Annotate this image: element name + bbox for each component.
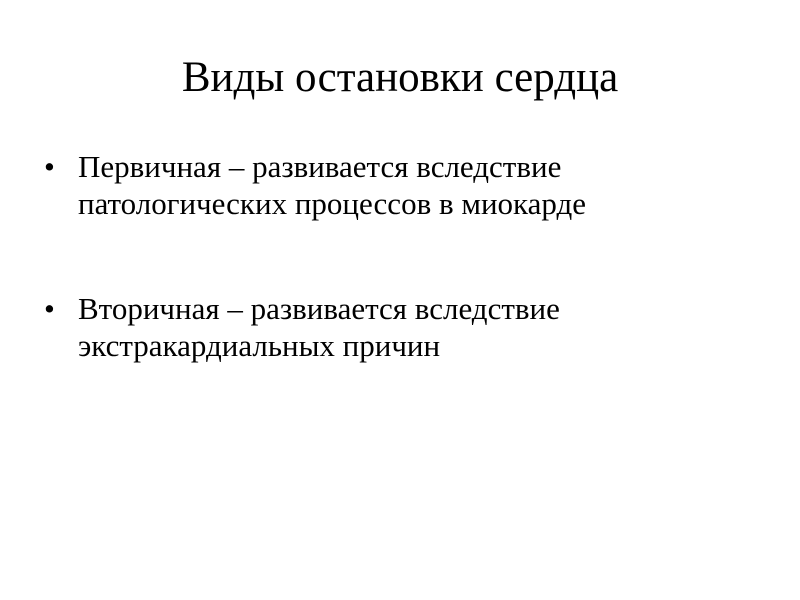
bullet-list [40,148,760,364]
bullet-text-primary: Первичная – развивается вследствие патологических процессов в миокарде [78,149,587,221]
bullet-text-secondary: Вторичная – развивается вследствие экстракардиальных причин [78,291,560,363]
bullet-dot-icon: • [44,291,55,326]
slide-title: Виды остановки сердца [181,54,619,101]
bullet-item-primary [40,148,760,222]
bullet-item-secondary [40,290,760,364]
bullet-dot-icon: • [44,149,55,184]
